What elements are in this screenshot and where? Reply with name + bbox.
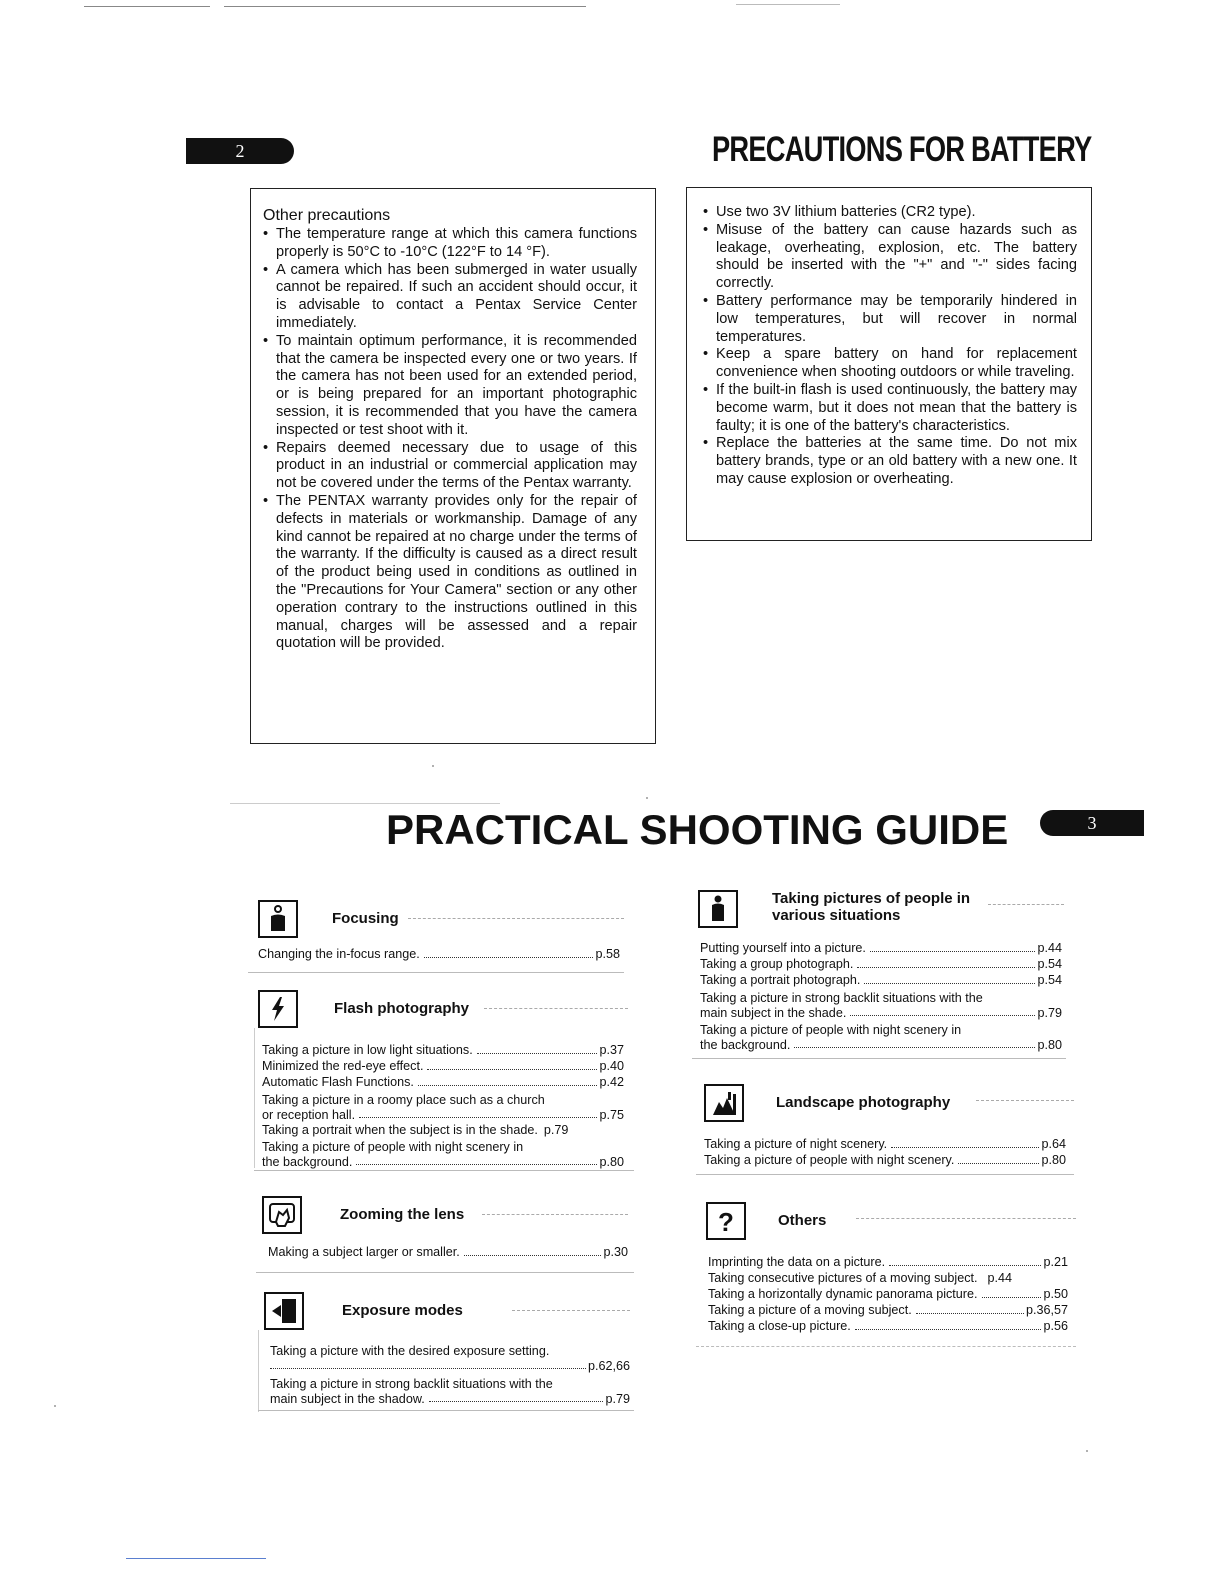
entry-list (258, 946, 620, 962)
entry-list (262, 1042, 624, 1169)
section-others (706, 1200, 1076, 1334)
entry-list (270, 1344, 630, 1406)
section-landscape (704, 1082, 1074, 1168)
scan-line (230, 803, 500, 804)
list-item: • The PENTAX warranty provides only for the repair of defects in materials or workmanship. Damage of any kind cannot be repaired at no charge under the terms of the warranty. If the difficulty is caused as a direct result of the product being used in conditions as outlined in the "Precautions for Your Camera" section or any other operation contrary to the instructions outlined in this manual, charges will be assessed and a repair quotation will be provided. (263, 493, 637, 653)
section-title: Focusing (332, 910, 399, 927)
entry-list (700, 940, 1062, 1052)
list-item: Taking a picture of night scenery. p.64 (704, 1137, 1066, 1151)
list-item: • Battery performance may be temporarily hindered in low temperatures, but will recover in normal temperatures. (703, 293, 1077, 346)
people-icon (698, 890, 738, 928)
list-item: • If the built-in flash is used continuously, the battery may become warm, but it does not mean that the battery is faulty; it is one of the battery's characteristics. (703, 382, 1077, 435)
list-item: Taking a picture of people with night scenery in the background. p.80 (700, 1023, 1062, 1052)
scan-speck (54, 1405, 56, 1407)
page-number-tab: 2 (186, 138, 294, 164)
box-title: Other precautions (263, 207, 391, 224)
scan-speck (1086, 1450, 1088, 1452)
entry-list (268, 1244, 628, 1260)
list-item: • Replace the batteries at the same time. Do not mix battery brands, type or an old battery with a new one. It may cause explosion or overheating. (703, 435, 1077, 488)
list-item: Taking a picture in strong backlit situations with the main subject in the shade. p.79 (700, 991, 1062, 1020)
scan-line (736, 4, 840, 5)
list-item: Taking a picture of people with night scenery. p.80 (704, 1153, 1066, 1167)
list-item: Taking a group photograph. p.54 (700, 957, 1062, 971)
entry-list (704, 1136, 1066, 1168)
entry-list (708, 1254, 1068, 1334)
zoom-hand-icon (262, 1196, 302, 1234)
section-title: Taking pictures of people in various situations (772, 890, 971, 924)
page-heading: PRACTICAL SHOOTING GUIDE (386, 806, 1009, 853)
section-title: Zooming the lens (340, 1206, 465, 1223)
section-people (698, 886, 1064, 1052)
list-item: • To maintain optimum performance, it is recommended that the camera be inspected every one or two years. If the camera has not been used for an extended period, or is being prepared for an important photographic session, it is recommended that you have the camera inspected or test shoot with it. (263, 333, 637, 440)
list-item: • Repairs deemed necessary due to usage of this product in an industrial or commercial application may not be covered under the terms of the Pentax warranty. (263, 440, 637, 493)
page-heading: PRECAUTIONS FOR BATTERY (712, 130, 1092, 169)
list-item: Taking a picture in strong backlit situations with the main subject in the shadow. p.79 (270, 1377, 630, 1406)
list-item: Taking a close-up picture. p.56 (708, 1319, 1068, 1333)
list-item: Taking a picture of people with night scenery in the background. p.80 (262, 1140, 624, 1169)
section-title: Flash photography (334, 1000, 469, 1017)
list-item: Taking consecutive pictures of a moving subject. p.44 (708, 1271, 1013, 1285)
section-zoom (262, 1194, 628, 1260)
lightning-icon (258, 990, 298, 1028)
section-title: Exposure modes (342, 1302, 463, 1319)
scan-line (84, 6, 210, 7)
list-item: Making a subject larger or smaller. p.30 (268, 1245, 628, 1259)
battery-list (703, 204, 1077, 489)
list-item: Imprinting the data on a picture. p.21 (708, 1255, 1068, 1269)
list-item: • The temperature range at which this camera functions properly is 50°C to -10°C (122°F to 14 °F). (263, 226, 637, 262)
section-flash (258, 988, 628, 1169)
scan-speck (432, 765, 434, 767)
person-focus-icon (258, 900, 298, 938)
scan-line (126, 1558, 266, 1559)
list-item: • Keep a spare battery on hand for replacement convenience when shooting outdoors or while traveling. (703, 346, 1077, 382)
list-item: Changing the in-focus range. p.58 (258, 947, 620, 961)
scan-speck (646, 797, 648, 799)
question-icon (706, 1202, 746, 1240)
section-exposure (264, 1290, 630, 1406)
list-item: Taking a picture with the desired exposure setting. p.62,66 (270, 1344, 630, 1373)
section-title: Landscape photography (776, 1094, 951, 1111)
precautions-list (263, 226, 637, 653)
list-item: Taking a portrait photograph. p.54 (700, 973, 1062, 987)
svg-text:?: ? (718, 1207, 734, 1236)
list-item: • A camera which has been submerged in water usually cannot be repaired. If such an accident should occur, it is advisable to contact a Pentax Service Center immediately. (263, 262, 637, 333)
other-precautions-box (250, 188, 656, 744)
landscape-icon (704, 1084, 744, 1122)
section-title: Others (778, 1212, 827, 1229)
list-item: Taking a portrait when the subject is in the shade. p.79 (262, 1123, 569, 1137)
list-item: • Misuse of the battery can cause hazards such as leakage, overheating, explosion, etc. The battery should be inserted with the "+" and "-" sides facing correctly. (703, 222, 1077, 293)
list-item: Automatic Flash Functions. p.42 (262, 1075, 624, 1089)
section-focusing (258, 898, 624, 962)
list-item: Taking a picture in a roomy place such as a church or reception hall. p.75 (262, 1093, 624, 1122)
battery-precautions-box (686, 187, 1092, 541)
list-item: Taking a horizontally dynamic panorama picture. p.50 (708, 1287, 1068, 1301)
page-number-tab: 3 (1040, 810, 1144, 836)
list-item: Putting yourself into a picture. p.44 (700, 941, 1062, 955)
scan-line (224, 6, 586, 7)
list-item: • Use two 3V lithium batteries (CR2 type). (703, 204, 1077, 222)
list-item: Minimized the red-eye effect. p.40 (262, 1059, 624, 1073)
exposure-mode-icon (264, 1292, 304, 1330)
list-item: Taking a picture of a moving subject. p.36,57 (708, 1303, 1068, 1317)
list-item: Taking a picture in low light situations. p.37 (262, 1043, 624, 1057)
